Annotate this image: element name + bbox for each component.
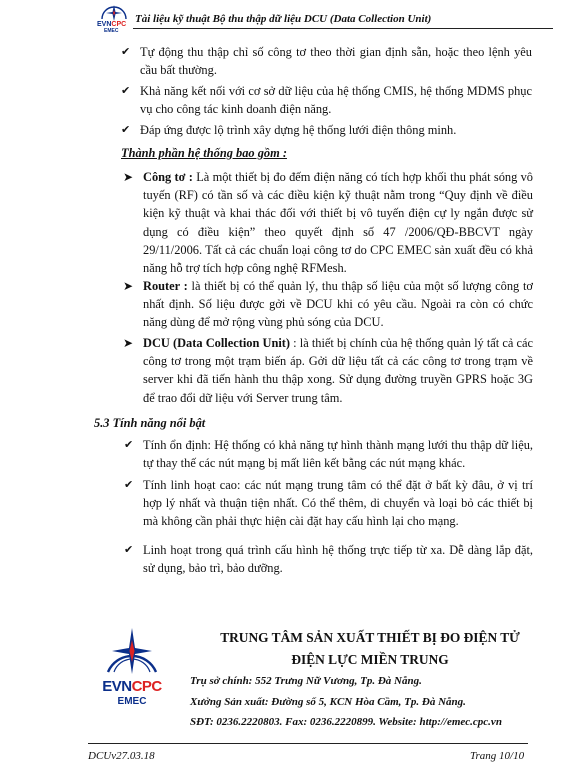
page-number: Trang 10/10 [470,750,525,762]
feature-item [124,541,533,577]
list-item-text: Tự động thu thập chỉ số công tơ theo thời gian định sẵn, hoặc theo lệnh yêu cầu bất thường. [140,45,532,78]
list-item [121,82,532,118]
footer-divider [88,743,528,744]
footer-brand: EVNCPC [102,678,162,695]
check-icon: ✔ [124,479,134,491]
header-logo [97,4,131,34]
check-icon: ✔ [121,46,131,58]
check-icon: ✔ [124,544,134,556]
footer-logo [100,626,164,714]
header-title: Tài liệu kỹ thuật Bộ thu thập dữ liệu DCU (Data Collection Unit) [135,13,432,25]
arrow-icon: ➤ [123,170,134,184]
features-heading: 5.3 Tính năng nổi bật [94,416,206,430]
list-item-text: Khả năng kết nối với cơ sở dữ liệu của hệ thống CMIS, hệ thống MDMS phục vụ cho công tác kinh doanh điện năng. [140,84,532,117]
check-icon: ✔ [121,85,131,97]
list-item-text: Đáp ứng được lộ trình xây dựng hệ thống lưới điện thông minh. [140,123,457,137]
header-divider [133,28,553,29]
list-item [121,43,532,79]
feature-text: Tính ổn định: Hệ thống có khả năng tự hình thành mạng lưới thu thập dữ liệu, tự thay thế các nút mạng bị mất liên kết bằng các nút mạng khác. [143,438,533,471]
list-item [121,121,532,139]
component-item [123,334,534,407]
feature-item [124,436,533,472]
feature-text: Linh hoạt trong quá trình cấu hình hệ thống trực tiếp từ xa. Dễ dàng lắp đặt, sử dụng, bảo trì, bảo dưỡng. [143,543,533,576]
check-icon: ✔ [121,124,131,136]
footer-contact: SĐT: 0236.2220803. Fax: 0236.2220899. Website: http://emec.cpc.vn [190,716,502,728]
component-item [123,168,533,277]
arrow-icon: ➤ [123,336,134,350]
component-text: Là một thiết bị đo đếm điện năng có tích hợp khối thu phát sóng vô tuyến (RF) có tần số và các điều kiện kỹ thuật nằm trong “Quy định về điều kiện kỹ thuật và khai thác đối với thiết bị vô tuyến điện cự ly ngắn được sử dụng có điều kiện” theo quyết định số 47 /2006/QĐ-BBCVT ngày 29/11/2006. Tất cả các chuẩn loại công tơ do CPC EMEC sản xuất đều có khả năng hỗ trợ tích hợp công nghệ RFMesh. [143,170,533,276]
component-text: : là thiết bị chính của hệ thống quản lý tất cả các công tơ trong một trạm biến áp. Gởi dữ liệu tất cả các công tơ trong trạm về server khi đã tiến hành thu thập xong. Sử dụng đường truyền GPRS hoặc 3G để trao đổi dữ liệu với Server trung tâm. [143,336,534,405]
component-term: DCU (Data Collection Unit) [143,336,291,350]
check-icon: ✔ [124,439,134,451]
component-item [123,277,533,332]
footer-brand-sub: EMEC [117,696,147,707]
document-code: DCUv27.03.18 [88,750,155,762]
footer-address-hq: Trụ sở chính: 552 Trưng Nữ Vương, Tp. Đà Nẵng. [190,675,422,687]
footer-title-line2: ĐIỆN LỰC MIỀN TRUNG [291,652,449,667]
lightning-star-icon [97,4,131,22]
footer-title-line1: TRUNG TÂM SẢN XUẤT THIẾT BỊ ĐO ĐIỆN TỬ [220,630,520,645]
components-heading: Thành phần hệ thống bao gồm : [121,146,287,160]
component-term: Router : [143,279,188,293]
header-brand-sub: EMEC [104,28,119,34]
arrow-icon: ➤ [123,279,134,293]
lightning-star-icon [100,626,164,678]
footer-address-factory: Xưởng Sản xuất: Đường số 5, KCN Hòa Cầm, Tp. Đà Nẵng. [190,696,466,708]
header-brand: EVNCPC [97,21,127,28]
component-term: Công tơ : [143,170,193,184]
page-header [97,4,557,34]
component-text: là thiết bị có thể quản lý, thu thập số liệu của một số lượng công tơ nhất định. Số liệu được gởi về DCU khi có yêu cầu. Ngoài ra còn có chức năng dùng để mở rộng vùng phủ sóng của DCU. [143,279,533,330]
feature-item [124,476,533,531]
feature-text: Tính linh hoạt cao: các nút mạng trung tâm có thể đặt ở bất kỳ đâu, ở vị trí hợp lý nhất và thuận tiện nhất. Có thể thêm, di chuyển và loại bỏ các thiết bị mà không cần phải thực hiện cài đặt hay cấu hình lại cho mạng. [143,478,533,529]
